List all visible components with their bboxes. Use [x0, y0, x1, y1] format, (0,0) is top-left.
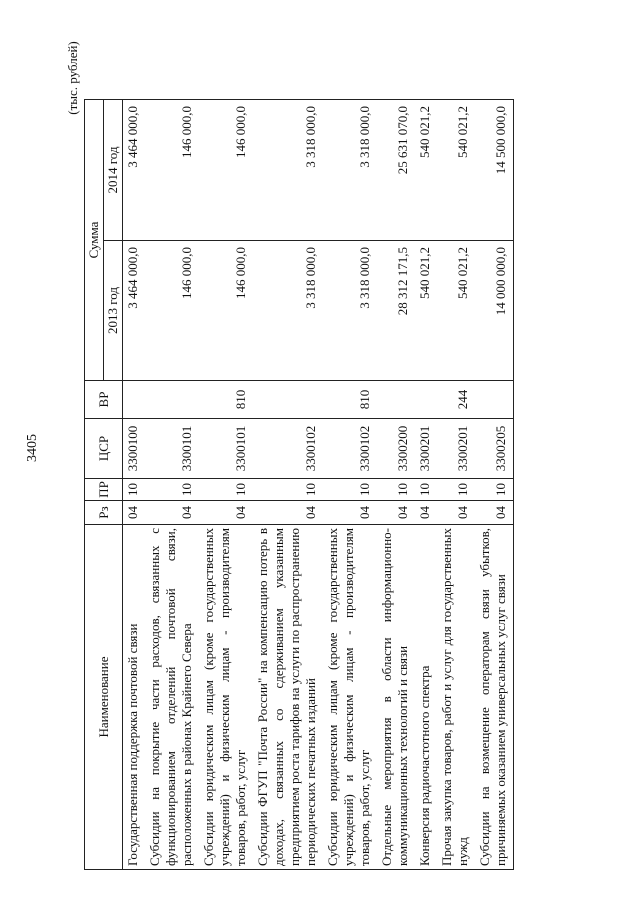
- cell-y2014: 3 464 000,0: [123, 100, 146, 241]
- cell-name: Отдельные мероприятия в области информационно-коммуникационных технологий и связи: [377, 525, 415, 870]
- cell-csr: 3300101: [199, 419, 253, 479]
- cell-name: Субсидии на покрытие части расходов, связанных с функционированием отделений почтовой связи, расположенных в районах Крайнего Севера: [145, 525, 199, 870]
- table-row: [437, 100, 475, 870]
- cell-y2013: 3 318 000,0: [323, 241, 377, 381]
- cell-pr: 10: [253, 479, 323, 501]
- cell-rz: 04: [437, 501, 475, 525]
- cell-pr: 10: [145, 479, 199, 501]
- table-row: [415, 100, 437, 870]
- units-label: (тыс. рублей): [65, 41, 80, 115]
- cell-vr: 810: [323, 381, 377, 419]
- cell-y2013: 3 318 000,0: [253, 241, 323, 381]
- cell-y2014: 540 021,2: [415, 100, 437, 241]
- cell-y2013: 28 312 171,5: [377, 241, 415, 381]
- cell-name: Государственная поддержка почтовой связи: [123, 525, 146, 870]
- cell-y2013: 540 021,2: [437, 241, 475, 381]
- header-pr: ПР: [85, 479, 123, 501]
- cell-name: Субсидии на возмещение операторам связи убытков, причиняемых оказанием универсальных услуг связи: [475, 525, 514, 870]
- cell-vr: 810: [199, 381, 253, 419]
- page-number: 3405: [25, 434, 40, 462]
- cell-vr: [475, 381, 514, 419]
- cell-pr: 10: [377, 479, 415, 501]
- cell-y2013: 146 000,0: [199, 241, 253, 381]
- cell-vr: [123, 381, 146, 419]
- cell-vr: [253, 381, 323, 419]
- header-vr: ВР: [85, 381, 123, 419]
- table-body: [123, 100, 514, 870]
- cell-csr: 3300102: [323, 419, 377, 479]
- cell-name: Конверсия радиочастотного спектра: [415, 525, 437, 870]
- cell-csr: 3300201: [437, 419, 475, 479]
- header-rz: Рз: [85, 501, 123, 525]
- cell-name: Субсидии юридическим лицам (кроме государственных учреждений) и физическим лицам - производителям товаров, работ, услуг: [199, 525, 253, 870]
- table-row: [475, 100, 514, 870]
- header-2013: 2013 год: [104, 241, 123, 381]
- table-row: [145, 100, 199, 870]
- cell-pr: 10: [415, 479, 437, 501]
- cell-y2013: 14 000 000,0: [475, 241, 514, 381]
- table-row: [199, 100, 253, 870]
- cell-pr: 10: [437, 479, 475, 501]
- cell-pr: 10: [199, 479, 253, 501]
- cell-y2014: 3 318 000,0: [253, 100, 323, 241]
- cell-y2013: 146 000,0: [145, 241, 199, 381]
- cell-csr: 3300200: [377, 419, 415, 479]
- header-csr: ЦСР: [85, 419, 123, 479]
- cell-y2014: 25 631 070,0: [377, 100, 415, 241]
- cell-name: Прочая закупка товаров, работ и услуг для государственных нужд: [437, 525, 475, 870]
- cell-csr: 3300101: [145, 419, 199, 479]
- cell-rz: 04: [123, 501, 146, 525]
- cell-rz: 04: [199, 501, 253, 525]
- table-row: [253, 100, 323, 870]
- cell-rz: 04: [415, 501, 437, 525]
- cell-y2013: 540 021,2: [415, 241, 437, 381]
- header-sum: Сумма: [85, 100, 104, 381]
- table-row: [123, 100, 146, 870]
- cell-rz: 04: [253, 501, 323, 525]
- cell-y2014: 540 021,2: [437, 100, 475, 241]
- cell-csr: 3300201: [415, 419, 437, 479]
- cell-vr: [377, 381, 415, 419]
- header-name: Наименование: [85, 525, 123, 870]
- cell-pr: 10: [475, 479, 514, 501]
- cell-csr: 3300205: [475, 419, 514, 479]
- table-row: [323, 100, 377, 870]
- budget-table: [84, 99, 514, 870]
- cell-rz: 04: [145, 501, 199, 525]
- cell-name: Субсидии юридическим лицам (кроме государственных учреждений) и физическим лицам - производителям товаров, работ, услуг: [323, 525, 377, 870]
- cell-y2014: 146 000,0: [145, 100, 199, 241]
- cell-rz: 04: [377, 501, 415, 525]
- cell-y2014: 146 000,0: [199, 100, 253, 241]
- cell-vr: [145, 381, 199, 419]
- cell-y2013: 3 464 000,0: [123, 241, 146, 381]
- cell-vr: [415, 381, 437, 419]
- header-2014: 2014 год: [104, 100, 123, 241]
- cell-name: Субсидии ФГУП "Почта России" на компенсацию потерь в доходах, связанных со сдерживанием указанным предприятием роста тарифов на услуги по распространению периодических печатных изданий: [253, 525, 323, 870]
- cell-y2014: 14 500 000,0: [475, 100, 514, 241]
- cell-pr: 10: [323, 479, 377, 501]
- cell-y2014: 3 318 000,0: [323, 100, 377, 241]
- table-row: [377, 100, 415, 870]
- cell-csr: 3300100: [123, 419, 146, 479]
- table-header: [85, 100, 123, 870]
- cell-pr: 10: [123, 479, 146, 501]
- cell-vr: 244: [437, 381, 475, 419]
- cell-rz: 04: [475, 501, 514, 525]
- cell-csr: 3300102: [253, 419, 323, 479]
- rotated-table-container: [84, 100, 539, 870]
- cell-rz: 04: [323, 501, 377, 525]
